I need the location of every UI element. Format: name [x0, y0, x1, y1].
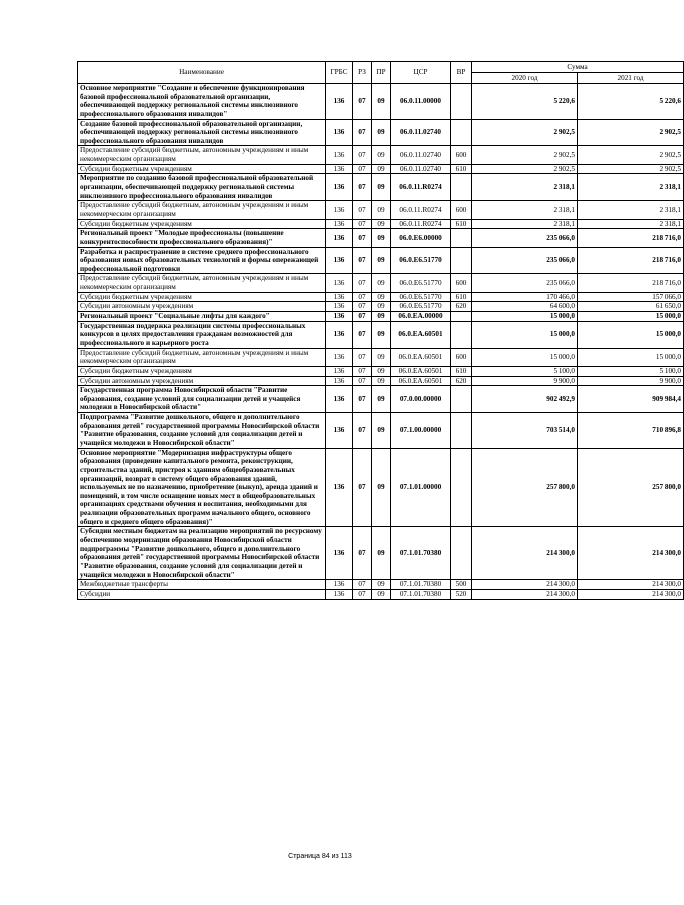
cell-csr: 06.0.E6.51770: [391, 302, 451, 312]
cell-csr: 06.0.11.R0274: [391, 219, 451, 229]
cell-sum-2021: 5 100,0: [578, 366, 684, 376]
cell-vr: 500: [451, 580, 472, 590]
cell-rz: 07: [353, 321, 372, 348]
cell-sum-2020: 2 902,5: [472, 164, 578, 174]
cell-rz: 07: [353, 366, 372, 376]
cell-sum-2021: 218 716,0: [578, 274, 684, 292]
cell-grbs: 136: [326, 589, 353, 599]
cell-vr: [451, 448, 472, 527]
cell-vr: [451, 229, 472, 247]
cell-sum-2020: 5 100,0: [472, 366, 578, 376]
cell-vr: 600: [451, 201, 472, 219]
cell-name: Региональный проект "Молодые профессионалы (повышение конкурентоспособности профессионального образования)": [78, 229, 326, 247]
cell-sum-2020: 235 066,0: [472, 247, 578, 274]
cell-csr: 06.0.E6.00000: [391, 229, 451, 247]
table-row: [78, 302, 684, 312]
cell-vr: [451, 84, 472, 120]
header-sum: Сумма: [472, 62, 684, 73]
cell-vr: [451, 321, 472, 348]
cell-sum-2021: 9 900,0: [578, 376, 684, 386]
cell-sum-2020: 15 000,0: [472, 321, 578, 348]
table-row: [78, 386, 684, 413]
cell-grbs: 136: [326, 321, 353, 348]
cell-sum-2021: 2 318,1: [578, 201, 684, 219]
cell-vr: 610: [451, 366, 472, 376]
cell-name: Подпрограмма "Развитие дошкольного, общего и дополнительного образования детей" государственной программы Новосибирской области "Развитие образования, создание условий для социализации детей и учащейся молодежи в Новосибирской области": [78, 413, 326, 449]
cell-grbs: 136: [326, 413, 353, 449]
header-rz: РЗ: [353, 62, 372, 84]
cell-sum-2020: 5 220,6: [472, 84, 578, 120]
cell-sum-2021: 15 000,0: [578, 312, 684, 322]
cell-rz: 07: [353, 274, 372, 292]
cell-sum-2020: 64 600,0: [472, 302, 578, 312]
cell-vr: [451, 247, 472, 274]
table-row: [78, 527, 684, 580]
cell-name: Предоставление субсидий бюджетным, автономным учреждениям и иным некоммерческим организациям: [78, 274, 326, 292]
cell-sum-2020: 170 466,0: [472, 292, 578, 302]
cell-name: Государственная поддержка реализации системы профессиональных конкурсов в целях предоставления гражданам возможностей для профессионального и карьерного роста: [78, 321, 326, 348]
cell-sum-2021: 257 800,0: [578, 448, 684, 527]
table-row: [78, 292, 684, 302]
table-row: [78, 312, 684, 322]
table-row: [78, 274, 684, 292]
cell-name: Субсидии автономным учреждениям: [78, 302, 326, 312]
cell-grbs: 136: [326, 119, 353, 146]
cell-pr: 09: [372, 174, 391, 201]
cell-sum-2021: 2 318,1: [578, 219, 684, 229]
cell-rz: 07: [353, 348, 372, 366]
cell-grbs: 136: [326, 229, 353, 247]
cell-sum-2021: 2 902,5: [578, 164, 684, 174]
cell-csr: 06.0.EA.60501: [391, 321, 451, 348]
cell-grbs: 136: [326, 219, 353, 229]
cell-csr: 07.1.01.70380: [391, 580, 451, 590]
cell-rz: 07: [353, 302, 372, 312]
cell-csr: 06.0.EA.60501: [391, 348, 451, 366]
cell-pr: 09: [372, 366, 391, 376]
cell-sum-2021: 61 650,0: [578, 302, 684, 312]
cell-grbs: 136: [326, 386, 353, 413]
cell-csr: 06.0.EA.60501: [391, 366, 451, 376]
cell-rz: 07: [353, 580, 372, 590]
cell-name: Субсидии бюджетным учреждениям: [78, 164, 326, 174]
table-row: [78, 448, 684, 527]
cell-sum-2020: 235 066,0: [472, 229, 578, 247]
cell-csr: 07.1.01.70380: [391, 527, 451, 580]
cell-sum-2020: 2 318,1: [472, 201, 578, 219]
cell-vr: [451, 527, 472, 580]
cell-name: Основное мероприятие "Создание и обеспечение функционирования базовой профессиональной образовательной организации, обеспечивающей поддержку региональной системы инклюзивного профессионального образования инвалидов": [78, 84, 326, 120]
cell-sum-2021: 2 902,5: [578, 119, 684, 146]
header-csr: ЦСР: [391, 62, 451, 84]
cell-name: Предоставление субсидий бюджетным, автономным учреждениям и иным некоммерческим организациям: [78, 201, 326, 219]
cell-grbs: 136: [326, 348, 353, 366]
budget-document: [77, 61, 683, 600]
cell-sum-2021: 5 220,6: [578, 84, 684, 120]
cell-sum-2020: 703 514,0: [472, 413, 578, 449]
cell-pr: 09: [372, 589, 391, 599]
cell-vr: [451, 119, 472, 146]
table-row: [78, 219, 684, 229]
cell-rz: 07: [353, 146, 372, 164]
cell-pr: 09: [372, 274, 391, 292]
cell-sum-2020: 214 300,0: [472, 580, 578, 590]
cell-pr: 09: [372, 376, 391, 386]
cell-grbs: 136: [326, 580, 353, 590]
cell-pr: 09: [372, 247, 391, 274]
cell-sum-2020: 2 318,1: [472, 174, 578, 201]
cell-grbs: 136: [326, 312, 353, 322]
cell-name: Субсидии бюджетным учреждениям: [78, 292, 326, 302]
cell-grbs: 136: [326, 201, 353, 219]
table-row: [78, 119, 684, 146]
cell-pr: 09: [372, 146, 391, 164]
cell-grbs: 136: [326, 448, 353, 527]
budget-table-body: [78, 84, 684, 600]
cell-vr: 610: [451, 292, 472, 302]
cell-csr: 06.0.11.R0274: [391, 201, 451, 219]
cell-sum-2021: 2 318,1: [578, 174, 684, 201]
cell-name: Субсидии местным бюджетам на реализацию мероприятий по ресурсному обеспечению модернизации образования Новосибирской области подпрограммы "Развитие дошкольного, общего и дополнительного образования детей" государственной программы Новосибирской области "Развитие образования, создание условий для социализации детей и учащейся молодежи в Новосибирской области": [78, 527, 326, 580]
table-row: [78, 247, 684, 274]
table-row: [78, 201, 684, 219]
cell-rz: 07: [353, 219, 372, 229]
cell-grbs: 136: [326, 302, 353, 312]
cell-pr: 09: [372, 229, 391, 247]
cell-rz: 07: [353, 247, 372, 274]
header-year-2020: 2020 год: [472, 73, 578, 84]
cell-rz: 07: [353, 527, 372, 580]
cell-name: Государственная программа Новосибирской области "Развитие образования, создание условий для социализации детей и учащейся молодежи в Новосибирской области": [78, 386, 326, 413]
cell-pr: 09: [372, 413, 391, 449]
cell-csr: 07.0.00.00000: [391, 386, 451, 413]
cell-csr: 07.1.00.00000: [391, 413, 451, 449]
cell-name: Предоставление субсидий бюджетным, автономным учреждениям и иным некоммерческим организациям: [78, 146, 326, 164]
cell-sum-2020: 15 000,0: [472, 348, 578, 366]
cell-vr: 600: [451, 348, 472, 366]
cell-sum-2020: 2 318,1: [472, 219, 578, 229]
cell-grbs: 136: [326, 274, 353, 292]
table-row: [78, 84, 684, 120]
cell-rz: 07: [353, 201, 372, 219]
cell-sum-2020: 235 066,0: [472, 274, 578, 292]
cell-grbs: 136: [326, 84, 353, 120]
cell-name: Межбюджетные трансферты: [78, 580, 326, 590]
table-row: [78, 174, 684, 201]
cell-pr: 09: [372, 386, 391, 413]
cell-sum-2021: 710 896,8: [578, 413, 684, 449]
cell-vr: [451, 312, 472, 322]
table-row: [78, 229, 684, 247]
cell-vr: [451, 413, 472, 449]
cell-name: Субсидии: [78, 589, 326, 599]
cell-rz: 07: [353, 312, 372, 322]
cell-pr: 09: [372, 84, 391, 120]
table-row: [78, 164, 684, 174]
table-row: [78, 366, 684, 376]
cell-grbs: 136: [326, 164, 353, 174]
cell-vr: 520: [451, 589, 472, 599]
cell-grbs: 136: [326, 174, 353, 201]
cell-sum-2021: 218 716,0: [578, 229, 684, 247]
cell-csr: 06.0.EA.00000: [391, 312, 451, 322]
cell-grbs: 136: [326, 376, 353, 386]
cell-sum-2020: 257 800,0: [472, 448, 578, 527]
header-vr: ВР: [451, 62, 472, 84]
cell-name: Создание базовой профессиональной образовательной организации, обеспечивающей поддержку региональной системы инклюзивного профессионального образования инвалидов: [78, 119, 326, 146]
cell-name: Мероприятие по созданию базовой профессиональной образовательной организации, обеспечивающей поддержку региональной системы инклюзивного профессионального образования инвалидов: [78, 174, 326, 201]
cell-csr: 07.1.01.70380: [391, 589, 451, 599]
cell-pr: 09: [372, 448, 391, 527]
cell-rz: 07: [353, 292, 372, 302]
cell-sum-2021: 214 300,0: [578, 580, 684, 590]
cell-sum-2021: 214 300,0: [578, 527, 684, 580]
cell-grbs: 136: [326, 366, 353, 376]
cell-name: Региональный проект "Социальные лифты для каждого": [78, 312, 326, 322]
budget-table: [77, 61, 684, 600]
table-row: [78, 321, 684, 348]
table-row: [78, 376, 684, 386]
cell-name: Субсидии бюджетным учреждениям: [78, 366, 326, 376]
cell-csr: 06.0.11.R0274: [391, 174, 451, 201]
cell-pr: 09: [372, 119, 391, 146]
cell-sum-2020: 2 902,5: [472, 146, 578, 164]
cell-sum-2021: 157 066,0: [578, 292, 684, 302]
cell-grbs: 136: [326, 247, 353, 274]
cell-grbs: 136: [326, 292, 353, 302]
header-year-2021: 2021 год: [578, 73, 684, 84]
cell-vr: 620: [451, 376, 472, 386]
cell-csr: 06.0.11.00000: [391, 84, 451, 120]
cell-pr: 09: [372, 580, 391, 590]
cell-pr: 09: [372, 348, 391, 366]
cell-sum-2020: 2 902,5: [472, 119, 578, 146]
cell-name: Основное мероприятие "Модернизация инфраструктуры общего образования (проведение капитального ремонта, реконструкции, строительства зданий, пристроя к зданиям общеобразовательных организаций, возврат в систему общего образования зданий, используемых не по назначению, приобретение (выкуп), аренда зданий и помещений, в том числе оснащение новых мест в общеобразовательных организациях средствами обучения и воспитания, необходимыми для реализации образовательных программ начального общего, основного общего и среднего общего образования)": [78, 448, 326, 527]
cell-sum-2020: 214 300,0: [472, 589, 578, 599]
cell-rz: 07: [353, 119, 372, 146]
cell-sum-2020: 214 300,0: [472, 527, 578, 580]
cell-rz: 07: [353, 413, 372, 449]
table-row: [78, 146, 684, 164]
cell-name: Предоставление субсидий бюджетным, автономным учреждениям и иным некоммерческим организациям: [78, 348, 326, 366]
cell-csr: 07.1.01.00000: [391, 448, 451, 527]
cell-rz: 07: [353, 229, 372, 247]
cell-sum-2021: 2 902,5: [578, 146, 684, 164]
cell-rz: 07: [353, 164, 372, 174]
cell-sum-2021: 218 716,0: [578, 247, 684, 274]
cell-csr: 06.0.11.02740: [391, 164, 451, 174]
cell-name: Субсидии бюджетным учреждениям: [78, 219, 326, 229]
table-row: [78, 580, 684, 590]
cell-rz: 07: [353, 386, 372, 413]
header-grbs: ГРБС: [326, 62, 353, 84]
table-row: [78, 589, 684, 599]
cell-sum-2020: 902 492,9: [472, 386, 578, 413]
cell-sum-2021: 15 000,0: [578, 321, 684, 348]
cell-vr: [451, 386, 472, 413]
cell-rz: 07: [353, 174, 372, 201]
cell-sum-2021: 214 300,0: [578, 589, 684, 599]
cell-grbs: 136: [326, 527, 353, 580]
cell-rz: 07: [353, 376, 372, 386]
cell-csr: 06.0.11.02740: [391, 119, 451, 146]
cell-pr: 09: [372, 292, 391, 302]
cell-pr: 09: [372, 219, 391, 229]
cell-csr: 06.0.E6.51770: [391, 274, 451, 292]
page-number: Страница 84 из 113: [288, 853, 352, 860]
cell-sum-2020: 9 900,0: [472, 376, 578, 386]
cell-vr: 610: [451, 164, 472, 174]
cell-vr: 600: [451, 146, 472, 164]
cell-csr: 06.0.E6.51770: [391, 247, 451, 274]
cell-sum-2020: 15 000,0: [472, 312, 578, 322]
cell-rz: 07: [353, 84, 372, 120]
cell-pr: 09: [372, 164, 391, 174]
cell-sum-2021: 15 000,0: [578, 348, 684, 366]
cell-csr: 06.0.11.02740: [391, 146, 451, 164]
cell-pr: 09: [372, 302, 391, 312]
cell-grbs: 136: [326, 146, 353, 164]
table-row: [78, 413, 684, 449]
cell-pr: 09: [372, 321, 391, 348]
cell-name: Разработка и распространение в системе среднего профессионального образования новых образовательных технологий и формы опережающей профессиональной подготовки: [78, 247, 326, 274]
cell-rz: 07: [353, 589, 372, 599]
cell-vr: [451, 174, 472, 201]
cell-vr: 610: [451, 219, 472, 229]
table-row: [78, 348, 684, 366]
cell-sum-2021: 909 984,4: [578, 386, 684, 413]
header-name: Наименование: [78, 62, 326, 84]
cell-pr: 09: [372, 201, 391, 219]
cell-vr: 620: [451, 302, 472, 312]
cell-vr: 600: [451, 274, 472, 292]
cell-pr: 09: [372, 312, 391, 322]
cell-rz: 07: [353, 448, 372, 527]
cell-csr: 06.0.EA.60501: [391, 376, 451, 386]
header-pr: ПР: [372, 62, 391, 84]
cell-name: Субсидии автономным учреждениям: [78, 376, 326, 386]
cell-csr: 06.0.E6.51770: [391, 292, 451, 302]
cell-pr: 09: [372, 527, 391, 580]
